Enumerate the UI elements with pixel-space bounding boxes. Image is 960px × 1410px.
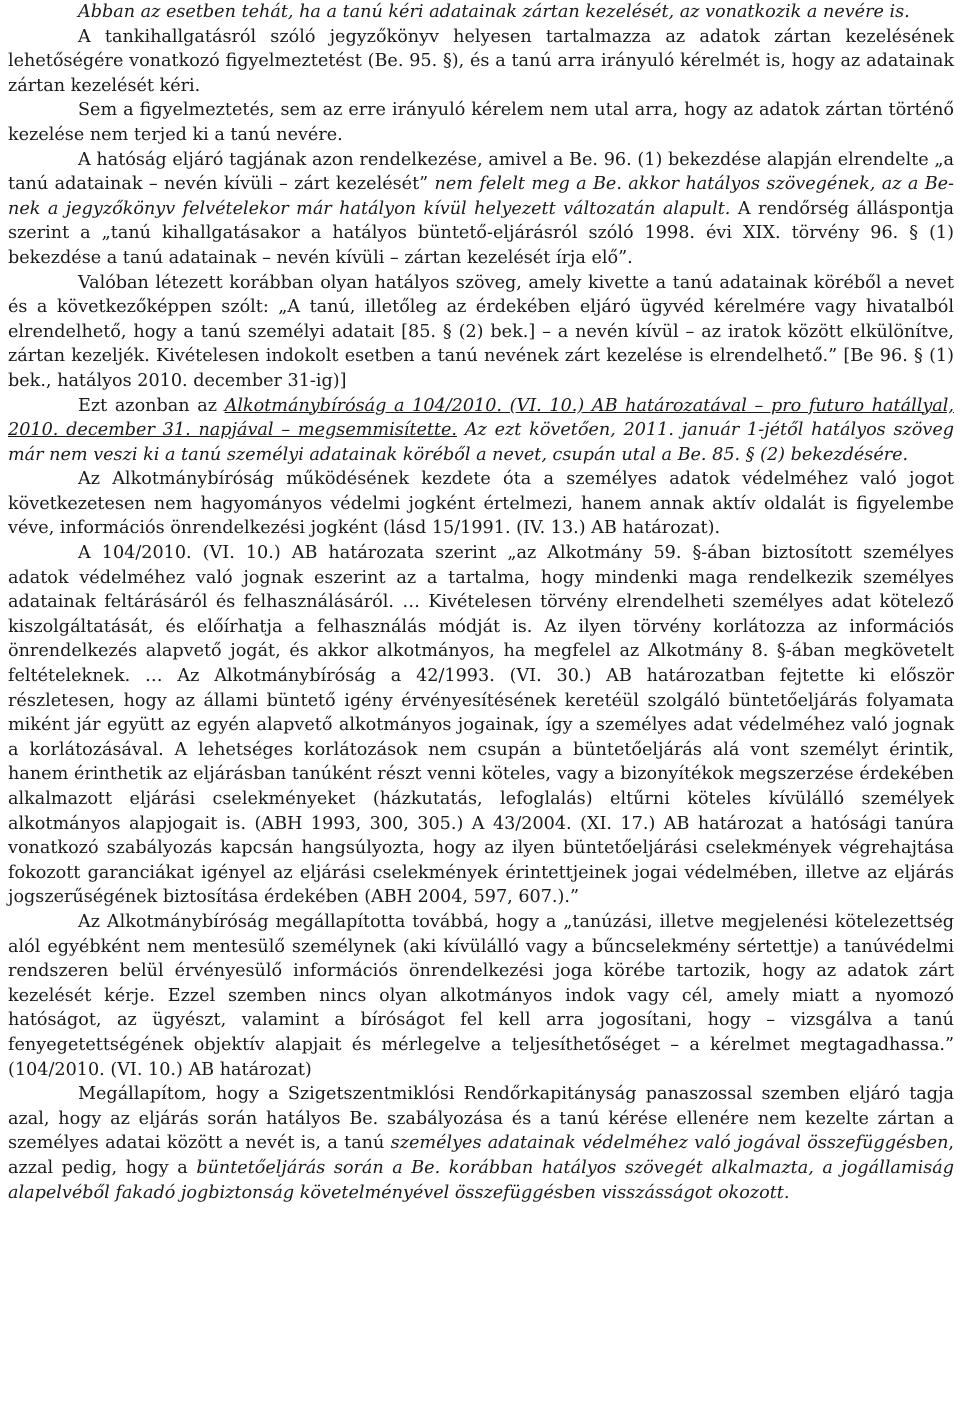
text-segment: nem felelt meg a Be. akkor hatályos szövegének, az a Be-nek a jegyzőkönyv felvételekor már hatályon kívül helyezett változatán alapult. xyxy=(8,174,954,219)
paragraph xyxy=(8,910,954,1082)
text-segment: Az ezt követően, 2011. január 1-jétől hatályos szöveg már nem veszi ki a tanú személyi adatainak köréből a nevet, csupán utal a Be. 85. § (2) bekezdésére. xyxy=(8,420,955,465)
paragraph xyxy=(8,148,954,271)
text-segment xyxy=(457,420,465,440)
text-segment: Ezt azonban az xyxy=(78,395,225,416)
paragraph xyxy=(8,0,954,25)
paragraph xyxy=(8,1082,954,1205)
paragraph xyxy=(8,541,954,910)
paragraph xyxy=(8,98,954,147)
text-segment: A 104/2010. (VI. 10.) AB határozata szerint „az Alkotmány 59. §-ában biztosított személyes adatok védelméhez való jognak eszerint az a tartalma, hogy mindenki maga rendelkezik személyes adatainak feltárásáról és felhasználásáról. … Kivételesen törvény elrendelheti személyes adat kötelező kiszolgáltatását, és előírhatja a felhasználás módját is. Az ilyen törvény korlátozza az információs önrendelkezés alapvető jogát, és akkor alkotmányos, ha megfelel az Alkotmány 8. §-ában megkövetelt feltételeknek. … Az Alkotmánybíróság a 42/1993. (VI. 30.) AB határozatban fejtette ki először részletesen, hogy az állami büntető igény érvényesítésének keretéül szolgáló büntetőeljárás folyamata miként jár együtt az egyén alapvető alkotmányos jogainak, így a személyes adat védelméhez való jognak a korlátozásával. A lehetséges korlátozások nem csupán a büntetőeljárás alá vont személyt érintik, hanem érinthetik az eljárásban tanúként részt venni köteles, vagy a bizonyítékok megszerzése érdekében alkalmazott eljárási cselekményeket (házkutatás, lefoglalás) eltűrni köteles kívülálló személyek alkotmányos alapjogait is. (ABH 1993, 300, 305.) A 43/2004. (XI. 17.) AB határozat a hatósági tanúra vonatkozó szabályozás kapcsán hangsúlyozta, hogy az ilyen büntetőeljárási cselekmények végrehajtása fokozott garanciákat igényel az eljárási cselekmények érintettjeinek jogai védelmében, illetve az eljárás jogszerűségének biztosítása érdekében (ABH 2004, 597, 607.).” xyxy=(8,543,954,908)
text-segment: Az Alkotmánybíróság megállapította továbbá, hogy a „tanúzási, illetve megjelenési kötelezettség alól egyébként nem mentesülő személynek (aki kívülálló vagy a bűncselekmény sértettje) a tanúvédelmi rendszeren belül érvényesülő információs önrendelkezési joga körébe tartozik, hogy az adatok zárt kezelését kérje. Ezzel szemben nincs olyan alkotmányos indok vagy cél, amely miatt a nyomozó hatóságot, az ügyészt, valamint a bíróságot fel kell arra jogosítani, hogy – vizsgálva a tanú fenyegetettségének objektív alapjait és mérlegelve a teljesíthetőséget – a kérelmet megtagadhassa.” (104/2010. (VI. 10.) AB határozat) xyxy=(8,911,954,1080)
paragraph xyxy=(8,271,954,394)
paragraph xyxy=(8,467,954,541)
text-segment: A rendőrség álláspontja szerint a „tanú kihallgatásakor a hatályos büntető-eljárásról szóló 1998. évi XIX. törvény 96. § (1) bekezdése a tanú adatainak – nevén kívüli – zártan kezelését írja elő”. xyxy=(8,198,954,268)
text-segment: Megállapítom, hogy a Szigetszentmiklósi Rendőrkapitányság panaszossal szemben eljáró tagja azal, hogy az eljárás során hatályos Be. szabályozása és a tanú kérése ellenére nem kezelte zártan a személyes adatai között a nevét is, a tanú xyxy=(8,1084,954,1154)
text-segment: büntetőeljárás során a Be. korábban hatályos szövegét alkalmazta, a jogállamiság alapelvéből fakadó jogbiztonság követelményével összefüggésben visszásságot okozott. xyxy=(8,1157,954,1203)
paragraph xyxy=(8,394,954,468)
text-segment: Valóban létezett korábban olyan hatályos szöveg, amely kivette a tanú adatainak köréből a nevet és a következőképpen szólt: „A tanú, illetőleg az érdekében eljáró ügyvéd kérelmére vagy hivatalból elrendelhető, hogy a tanú személyi adatait [85. § (2) bek.] – a nevén kívül – az iratok között elkülönítve, zártan kezeljék. Kivételesen indokolt esetben a tanú nevének zárt kezelése is elrendelhető.” [Be 96. § (1) bek., hatályos 2010. december 31-ig)] xyxy=(8,272,954,391)
text-segment: Abban az esetben tehát, ha a tanú kéri adatainak zártan kezelését, az vonatkozik a nevére is. xyxy=(78,2,910,22)
paragraph xyxy=(8,25,954,99)
text-segment: , azzal pedig, hogy a xyxy=(8,1133,954,1178)
text-segment: Sem a figyelmeztetés, sem az erre irányuló kérelem nem utal arra, hogy az adatok zártan történő kezelése nem terjed ki a tanú nevére. xyxy=(8,100,954,145)
text-segment: Alkotmánybíróság a 104/2010. (VI. 10.) AB határozatával – pro futuro hatállyal, 2010. december 31. napjával – megsemmisítette. xyxy=(8,395,955,441)
text-segment: személyes adatainak védelméhez való jogával összefüggésben xyxy=(390,1133,949,1154)
text-segment: A tankihallgatásról szóló jegyzőkönyv helyesen tartalmazza az adatok zártan kezelésének lehetőségére vonatkozó figyelmeztetést (Be. 95. §), és a tanú arra irányuló kérelmét is, hogy az adatainak zártan kezelését kéri. xyxy=(8,26,954,96)
text-segment: A hatóság eljáró tagjának azon rendelkezése, amivel a Be. 96. (1) bekezdése alapján elrendelte „a tanú adatainak – nevén kívüli – zárt kezelését” xyxy=(8,149,954,195)
text-segment: Az Alkotmánybíróság működésének kezdete óta a személyes adatok védelméhez való jogot következetesen nem hagyományos védelmi jogként értelmezi, hanem annak aktív oldalát is figyelembe véve, információs önrendelkezési jogként (lásd 15/1991. (IV. 13.) AB határozat). xyxy=(8,469,954,539)
document-page xyxy=(8,0,954,1205)
